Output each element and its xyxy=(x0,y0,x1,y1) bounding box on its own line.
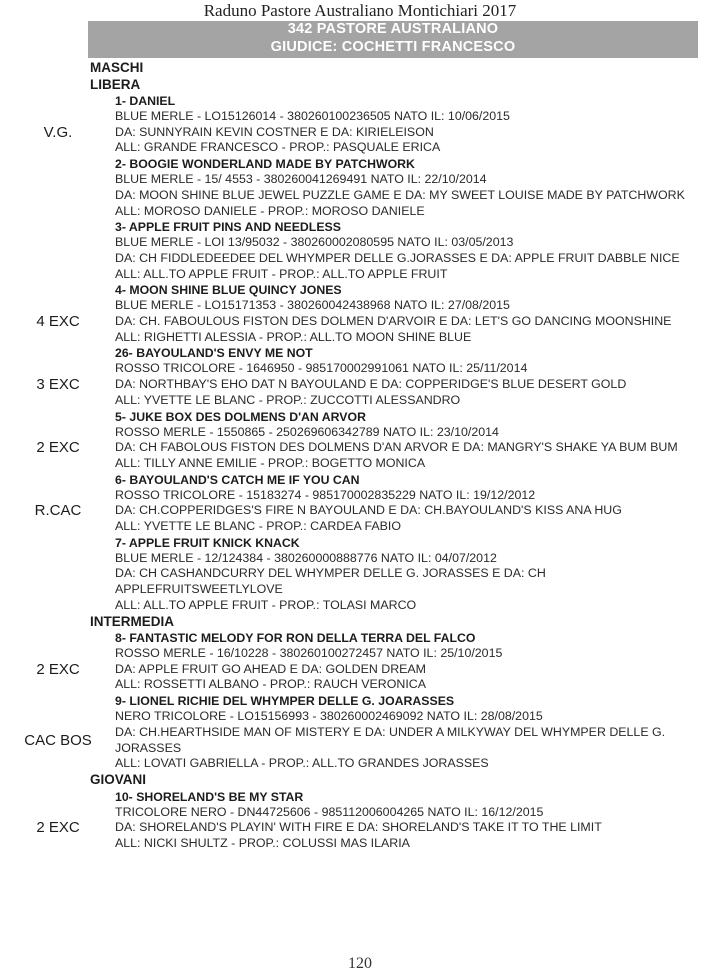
dog-detail: BLUE MERLE - LO15171353 - 380260042438968 NATO IL: 27/08/2015 xyxy=(115,298,510,313)
breed-line: 342 PASTORE AUSTRALIANO xyxy=(287,21,499,37)
dog-name: 3- APPLE FRUIT PINS AND NEEDLESS xyxy=(115,220,341,235)
dog-detail: DA: CH FABOLOUS FISTON DES DOLMENS D'AN ARVOR E DA: MANGRY'S SHAKE YA BUM BUM xyxy=(115,440,678,455)
dog-detail: ALL: ALL.TO APPLE FRUIT - PROP.: TOLASI MARCO xyxy=(115,597,417,612)
dog-name: 5- JUKE BOX DES DOLMENS D'AN ARVOR xyxy=(115,409,366,424)
dog-detail: DA: CH. FABOULOUS FISTON DES DOLMEN D'ARVOIR E DA: LET'S GO DANCING MOONSHINE xyxy=(115,314,672,329)
grade-label: V.G. xyxy=(43,123,73,141)
class-heading: LIBERA xyxy=(90,76,141,92)
dog-detail: ALL: TILLY ANNE EMILIE - PROP.: BOGETTO MONICA xyxy=(115,455,426,470)
dog-entry xyxy=(0,156,720,219)
dog-detail: ROSSO MERLE - 16/10228 - 380260100272457 NATO IL: 25/10/2015 xyxy=(115,646,503,661)
grade-label: 2 EXC xyxy=(36,439,80,457)
dog-detail: ALL: YVETTE LE BLANC - PROP.: CARDEA FABIO xyxy=(115,519,402,534)
grade-label: R.CAC xyxy=(34,502,82,520)
dog-name: 8- FANTASTIC MELODY FOR RON DELLA TERRA DEL FALCO xyxy=(115,631,476,646)
grade-label: 2 EXC xyxy=(36,819,80,836)
grade-label: CAC BOS xyxy=(24,731,92,749)
dog-name: 6- BAYOULAND'S CATCH ME IF YOU CAN xyxy=(115,472,360,487)
dog-detail: DA: MOON SHINE BLUE JEWEL PUZZLE GAME E DA: MY SWEET LOUISE MADE BY PATCHWORK xyxy=(115,187,685,202)
dog-detail: DA: SUNNYRAIN KEVIN COSTNER E DA: KIRIELEISON xyxy=(115,124,434,139)
grade-label: 4 EXC xyxy=(36,312,80,330)
dog-detail: BLUE MERLE - 15/ 4553 - 380260041269491 NATO IL: 22/10/2014 xyxy=(115,172,487,187)
dog-name: 2- BOOGIE WONDERLAND MADE BY PATCHWORK xyxy=(115,157,415,172)
grade-label: 2 EXC xyxy=(36,660,80,678)
dog-detail: NERO TRICOLORE - LO15156993 - 380260002469092 NATO IL: 28/08/2015 xyxy=(115,709,543,724)
dog-detail: BLUE MERLE - 12/124384 - 380260000888776 NATO IL: 04/07/2012 xyxy=(115,550,497,565)
dog-name: 10- SHORELAND'S BE MY STAR xyxy=(115,789,304,804)
dog-detail: DA: CH FIDDLEDEEDEE DEL WHYMPER DELLE G.JORASSES E DA: APPLE FRUIT DABBLE NICE xyxy=(115,250,680,265)
class-heading: GIOVANI xyxy=(90,772,147,787)
dog-detail: ROSSO MERLE - 1550865 - 250269606342789 NATO IL: 23/10/2014 xyxy=(115,424,499,439)
dog-name: 1- DANIEL xyxy=(115,94,176,108)
dog-detail: DA: NORTHBAY'S EHO DAT N BAYOULAND E DA: COPPERIDGE'S BLUE DESERT GOLD xyxy=(115,377,627,392)
dog-entry xyxy=(0,409,720,472)
dog-entry xyxy=(0,535,720,614)
dog-detail: DA: CH.COPPERIDGES'S FIRE N BAYOULAND E DA: CH.BAYOULAND'S KISS ANA HUG xyxy=(115,503,622,518)
dog-name: 4- MOON SHINE BLUE QUINCY JONES xyxy=(115,283,342,298)
dog-entry xyxy=(0,630,720,693)
catalog-entries xyxy=(0,60,720,852)
dog-entry xyxy=(0,282,720,345)
dog-name: 7- APPLE FRUIT KNICK KNACK xyxy=(115,535,300,550)
dog-entry xyxy=(0,693,720,772)
dog-name: 9- LIONEL RICHIE DEL WHYMPER DELLE G. JOARASSES xyxy=(115,694,455,709)
grade-label: 3 EXC xyxy=(36,375,80,393)
dog-entry xyxy=(0,219,720,282)
dog-entry xyxy=(0,789,720,852)
dog-detail: DA: CH CASHANDCURRY DEL WHYMPER DELLE G. JORASSES E DA: CH APPLEFRUITSWEETLYLOVE xyxy=(115,566,546,597)
page-title: Raduno Pastore Australiano Montichiari 2017 xyxy=(203,1,517,20)
dog-entry xyxy=(0,345,720,408)
dog-detail: BLUE MERLE - LO15126014 - 380260100236505 NATO IL: 10/06/2015 xyxy=(115,109,510,123)
dog-detail: DA: SHORELAND'S PLAYIN' WITH FIRE E DA: SHORELAND'S TAKE IT TO THE LIMIT xyxy=(115,820,602,835)
class-heading: INTERMEDIA xyxy=(90,613,174,629)
judge-line: GIUDICE: COCHETTI FRANCESCO xyxy=(270,38,516,55)
dog-name: 26- BAYOULAND'S ENVY ME NOT xyxy=(115,346,313,361)
dog-entry xyxy=(0,93,720,156)
dog-detail: DA: APPLE FRUIT GO AHEAD E DA: GOLDEN DREAM xyxy=(115,661,426,676)
dog-detail: ALL: YVETTE LE BLANC - PROP.: ZUCCOTTI ALESSANDRO xyxy=(115,392,461,407)
dog-detail: ALL: ALL.TO APPLE FRUIT - PROP.: ALL.TO APPLE FRUIT xyxy=(115,266,448,281)
dog-detail: BLUE MERLE - LOI 13/95032 - 380260002080595 NATO IL: 03/05/2013 xyxy=(115,235,514,250)
dog-detail: ALL: NICKI SHULTZ - PROP.: COLUSSI MAS ILARIA xyxy=(115,835,410,850)
dog-detail: ROSSO TRICOLORE - 15183274 - 985170002835229 NATO IL: 19/12/2012 xyxy=(115,487,536,502)
sex-heading: MASCHI xyxy=(90,60,144,75)
dog-detail: TRICOLORE NERO - DN44725606 - 985112006004265 NATO IL: 16/12/2015 xyxy=(115,804,544,819)
dog-detail: ALL: MOROSO DANIELE - PROP.: MOROSO DANIELE xyxy=(115,203,425,218)
dog-entry xyxy=(0,472,720,535)
dog-detail: ALL: GRANDE FRANCESCO - PROP.: PASQUALE ERICA xyxy=(115,140,441,155)
dog-detail: ALL: LOVATI GABRIELLA - PROP.: ALL.TO GRANDES JORASSES xyxy=(115,756,489,771)
dog-detail: ALL: ROSSETTI ALBANO - PROP.: RAUCH VERONICA xyxy=(115,677,426,692)
dog-detail: DA: CH.HEARTHSIDE MAN OF MISTERY E DA: UNDER A MILKYWAY DEL WHYMPER DELLE G. JORASSES xyxy=(115,724,666,755)
page-number: 120 xyxy=(348,955,372,972)
breed-banner xyxy=(88,21,698,58)
dog-detail: ALL: RIGHETTI ALESSIA - PROP.: ALL.TO MOON SHINE BLUE xyxy=(115,329,472,344)
dog-detail: ROSSO TRICOLORE - 1646950 - 985170002991061 NATO IL: 25/11/2014 xyxy=(115,361,528,376)
